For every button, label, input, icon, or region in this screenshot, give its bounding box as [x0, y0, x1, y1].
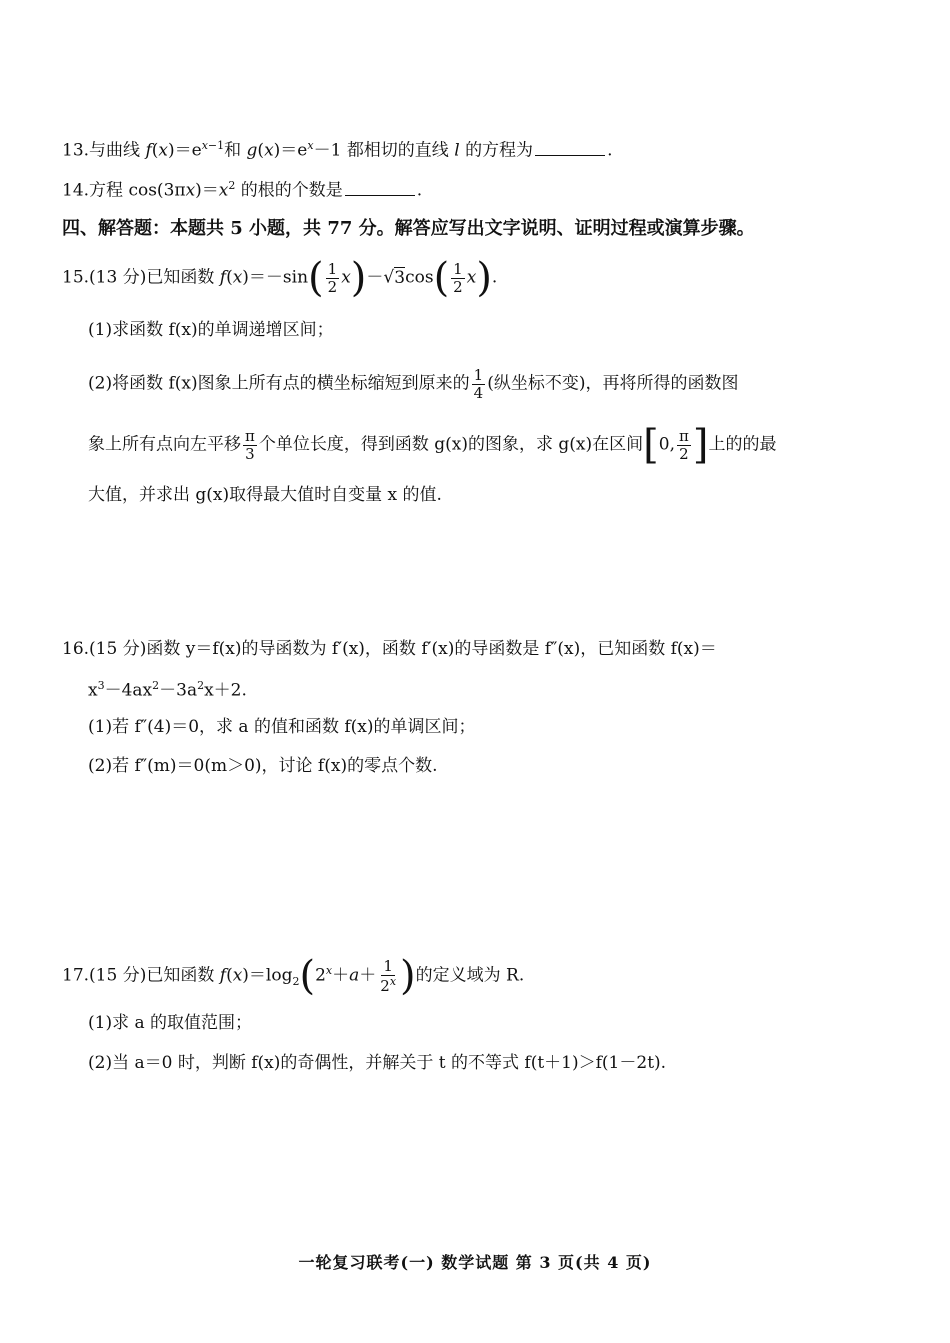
question-16: 16.(15 分)函数 y＝f(x)的导函数为 f′(x)，函数 f′(x)的导函数是 f″(x)，已知函数 f(x)＝	[62, 639, 717, 659]
page-footer: 一轮复习联考(一) 数学试题 第 3 页(共 4 页)	[298, 1253, 652, 1272]
q16-part2: (2)若 f″(m)＝0(m＞0)，讨论 f(x)的零点个数.	[88, 756, 438, 776]
q17-part2: (2)当 a＝0 时，判断 f(x)的奇偶性，并解关于 t 的不等式 f(t＋1)＞f(1－2t).	[88, 1053, 667, 1073]
q17-part1: (1)求 a 的取值范围；	[88, 1013, 253, 1033]
q15-part2-line3: 大值，并求出 g(x)取得最大值时自变量 x 的值.	[88, 485, 442, 505]
q15-part2-line1: (2)将函数 f(x)图象上所有点的横坐标缩短到原来的 $\frac{1}{4}$ (纵坐标不变)，再将所得的函数图	[88, 366, 739, 402]
answer-blank[interactable]	[535, 141, 605, 156]
question-15: 15.(13 分)已知函数 f(x)＝－sin( $\frac{1}{2}$ x)－√3cos( $\frac{1}{2}$ x).	[62, 255, 498, 301]
q15-part2-line2: 象上所有点向左平移 $\frac{\pi}{3}$ 个单位长度，得到函数 g(x)的图象，求 g(x)在区间[0, $\frac{\pi}{2}$ ]上的的最	[88, 422, 777, 468]
answer-blank[interactable]	[345, 181, 415, 196]
q16-function: $x^3-4ax^2-3a^2x+2$.	[88, 679, 247, 701]
section-heading: 四、解答题：本题共 5 小题，共 77 分。解答应写出文字说明、证明过程或演算步骤。	[62, 218, 755, 239]
question-13: 13.与曲线 $f(x)=e^{x-1}$和 $g(x)=e^x-1$ 都相切的直线 l 的方程为 .	[62, 139, 613, 161]
question-14: 14.方程 $\cos(3\pi x)=x^2$ 的根的个数是 .	[62, 179, 423, 201]
q16-part1: (1)若 f″(4)＝0，求 a 的值和函数 f(x)的单调区间；	[88, 717, 476, 737]
question-17: 17.(15 分)已知函数 $f(x)=\log_2(2^x+a+$ $\frac{1}{2^x}$ )的定义域为 R.	[62, 953, 525, 999]
q15-part1: (1)求函数 f(x)的单调递增区间；	[88, 320, 334, 340]
